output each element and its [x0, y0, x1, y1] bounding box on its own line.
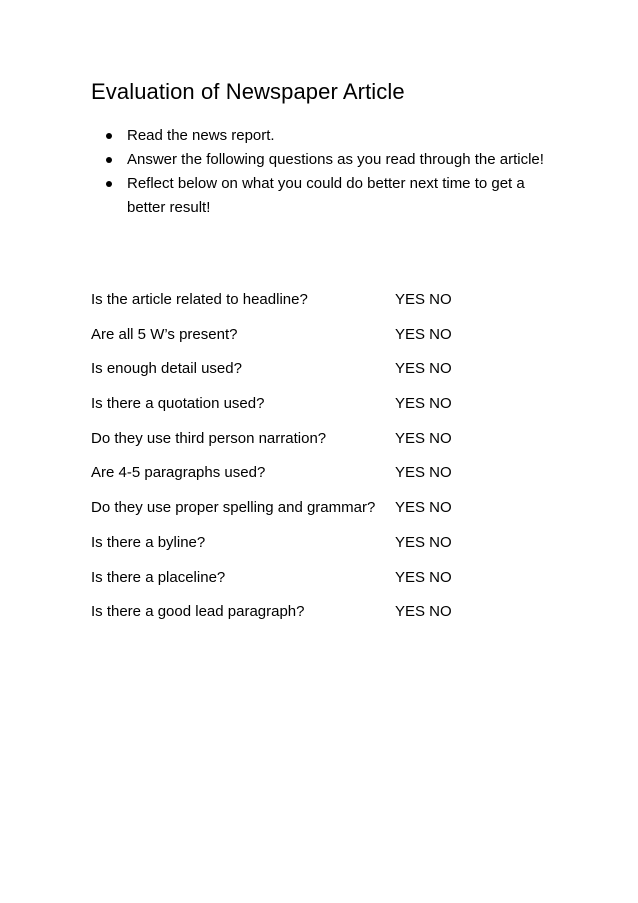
yes-no-options: YES NO	[395, 395, 452, 413]
question-text: Is there a good lead paragraph?	[91, 603, 305, 621]
instruction-text: Read the news report.	[127, 127, 275, 144]
question-text: Is the article related to headline?	[91, 291, 308, 308]
page-title: Evaluation of Newspaper Article	[91, 79, 405, 104]
instruction-item	[0, 172, 547, 220]
yes-no-options: YES NO	[395, 291, 452, 308]
question-row	[91, 498, 551, 533]
question-row	[91, 429, 551, 464]
questions-table	[91, 290, 551, 637]
instruction-item	[0, 124, 547, 148]
question-row	[91, 463, 551, 498]
question-text: Is there a quotation used?	[91, 395, 265, 413]
yes-no-options: YES NO	[395, 603, 452, 621]
bullet-icon	[106, 157, 112, 163]
yes-no-options: YES NO	[395, 499, 452, 517]
question-text: Are 4-5 paragraphs used?	[91, 464, 266, 482]
question-row	[91, 602, 551, 637]
question-text: Do they use proper spelling and grammar?	[91, 499, 376, 517]
yes-no-options: YES NO	[395, 533, 452, 551]
instructions-list	[0, 124, 638, 220]
question-row	[91, 325, 551, 360]
instruction-item	[0, 148, 547, 172]
question-text: Is there a placeline?	[91, 568, 226, 586]
question-row	[91, 533, 551, 568]
question-row	[91, 359, 551, 394]
instruction-text: Reflect below on what you could do better next time to get a better result!	[127, 175, 525, 216]
yes-no-options: YES NO	[395, 325, 452, 343]
bullet-icon	[106, 181, 112, 187]
question-text: Do they use third person narration?	[91, 429, 327, 447]
yes-no-options: YES NO	[395, 429, 452, 447]
yes-no-options: YES NO	[395, 464, 452, 482]
question-text: Is enough detail used?	[91, 360, 242, 378]
question-text: Is there a byline?	[91, 533, 206, 551]
question-row	[91, 394, 551, 429]
question-row	[91, 290, 551, 325]
instruction-text: Answer the following questions as you read through the article!	[127, 151, 544, 168]
question-row	[91, 568, 551, 603]
yes-no-options: YES NO	[395, 568, 452, 586]
yes-no-options: YES NO	[395, 360, 452, 378]
question-text: Are all 5 W’s present?	[91, 325, 238, 343]
bullet-icon	[106, 133, 112, 139]
